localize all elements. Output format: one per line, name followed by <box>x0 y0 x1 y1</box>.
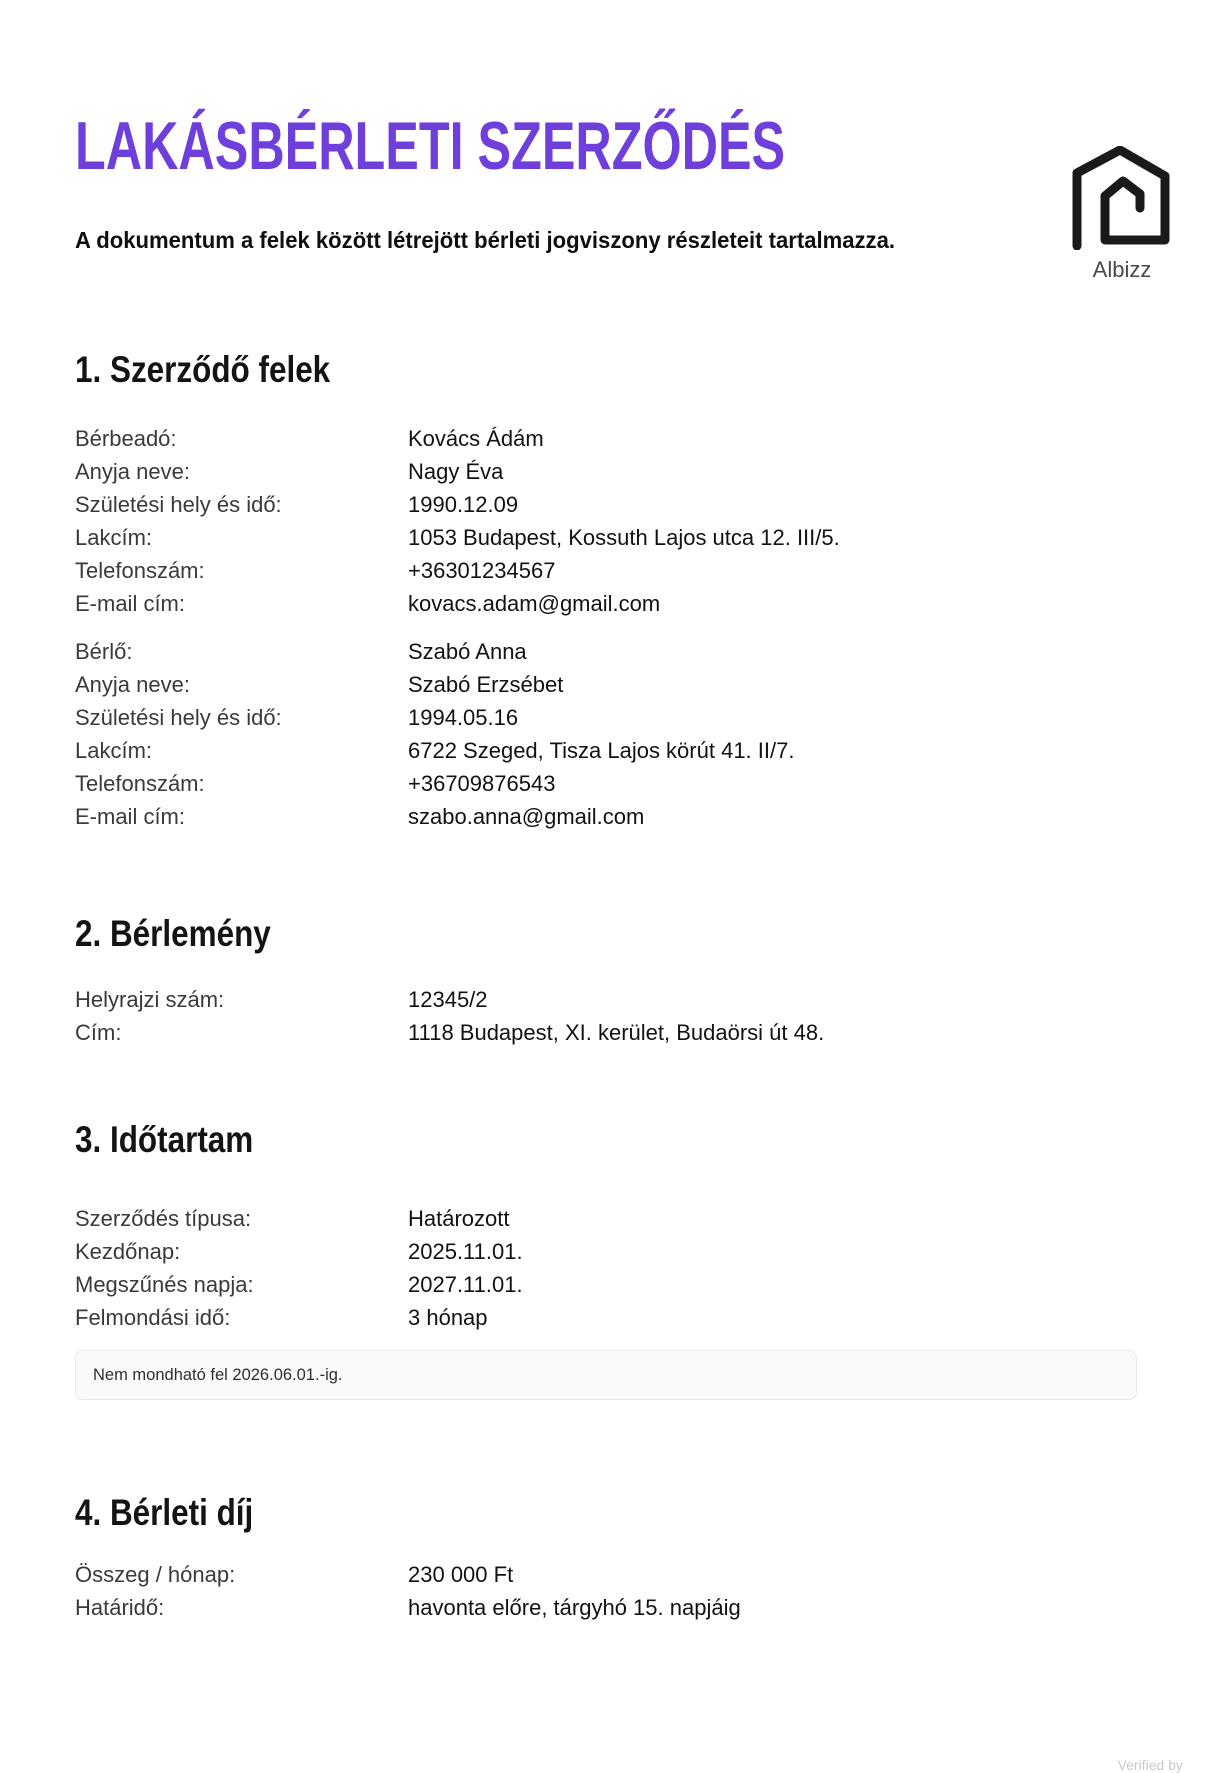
field-row <box>75 800 1137 833</box>
field-row <box>75 983 1137 1016</box>
field-value: 1994.05.16 <box>408 705 519 730</box>
section-heading: 4. Bérleti díj <box>75 1492 254 1533</box>
section-heading: 3. Időtartam <box>75 1119 254 1160</box>
field-value: 230 000 Ft <box>408 1562 514 1587</box>
contract-section <box>75 913 1137 1049</box>
field-label: Kezdőnap: <box>75 1239 181 1264</box>
field-group <box>75 1558 1137 1624</box>
contract-sections <box>75 349 1137 1624</box>
field-label: Szerződés típusa: <box>75 1206 252 1231</box>
field-value: Szabó Anna <box>408 639 527 664</box>
field-label: Megszűnés napja: <box>75 1272 254 1297</box>
field-row <box>75 1235 1137 1268</box>
field-value: +36301234567 <box>408 558 556 583</box>
field-group <box>75 422 1137 620</box>
field-label: Lakcím: <box>75 738 153 763</box>
field-value: +36709876543 <box>408 771 556 796</box>
contract-section <box>75 1492 1137 1624</box>
field-group <box>75 1202 1137 1334</box>
field-group <box>75 635 1137 833</box>
field-group <box>75 983 1137 1049</box>
field-value: 3 hónap <box>408 1305 488 1330</box>
field-label: Telefonszám: <box>75 771 205 796</box>
field-value: Szabó Erzsébet <box>408 672 564 697</box>
field-value: kovacs.adam@gmail.com <box>408 591 661 616</box>
page-title: LAKÁSBÉRLETI SZERZŐDÉS <box>75 108 786 184</box>
note-text: Nem mondható fel 2026.06.01.-ig. <box>93 1366 343 1384</box>
field-row <box>75 488 1137 521</box>
field-label: Cím: <box>75 1020 122 1045</box>
field-label: Összeg / hónap: <box>75 1562 236 1587</box>
field-value: 2027.11.01. <box>408 1272 523 1297</box>
field-label: Születési hely és idő: <box>75 492 282 517</box>
field-row <box>75 455 1137 488</box>
field-label: Anyja neve: <box>75 672 190 697</box>
brand-name: Albizz <box>1092 257 1152 282</box>
section-field-groups <box>75 1202 1137 1334</box>
field-row <box>75 668 1137 701</box>
section-field-groups <box>75 422 1137 833</box>
field-row <box>75 1268 1137 1301</box>
field-label: Bérbeadó: <box>75 426 177 451</box>
field-label: Bérlő: <box>75 639 133 664</box>
field-value: szabo.anna@gmail.com <box>408 804 645 829</box>
contract-section <box>75 1119 1137 1400</box>
field-row <box>75 554 1137 587</box>
field-value: havonta előre, tárgyhó 15. napjáig <box>408 1595 741 1620</box>
field-row <box>75 635 1137 668</box>
field-row <box>75 521 1137 554</box>
document-page <box>0 108 1212 1773</box>
verified-by-watermark: Verified by <box>1117 1758 1183 1773</box>
field-value: 1990.12.09 <box>408 492 519 517</box>
page-subtitle: A dokumentum a felek között létrejött bérleti jogviszony részleteit tartalmazza. <box>75 227 896 253</box>
field-label: Felmondási idő: <box>75 1305 231 1330</box>
field-row <box>75 1301 1137 1334</box>
field-value: 1053 Budapest, Kossuth Lajos utca 12. III/5. <box>408 525 840 550</box>
field-label: E-mail cím: <box>75 591 185 616</box>
field-row <box>75 1558 1137 1591</box>
field-label: Anyja neve: <box>75 459 190 484</box>
field-label: E-mail cím: <box>75 804 185 829</box>
field-row <box>75 1591 1137 1624</box>
field-row <box>75 701 1137 734</box>
document-header <box>75 108 1152 282</box>
field-row <box>75 587 1137 620</box>
note-box <box>75 1350 1137 1400</box>
field-value: 12345/2 <box>408 987 488 1012</box>
field-value: 1118 Budapest, XI. kerület, Budaörsi út 48. <box>408 1020 825 1045</box>
section-heading: 2. Bérlemény <box>75 913 271 954</box>
field-row <box>75 1016 1137 1049</box>
field-label: Határidő: <box>75 1595 165 1620</box>
field-value: Kovács Ádám <box>408 426 544 451</box>
field-value: 2025.11.01. <box>408 1239 523 1264</box>
section-field-groups <box>75 1558 1137 1624</box>
field-value: 6722 Szeged, Tisza Lajos körút 41. II/7. <box>408 738 795 763</box>
field-label: Helyrajzi szám: <box>75 987 225 1012</box>
field-value: Határozott <box>408 1206 510 1231</box>
field-row <box>75 734 1137 767</box>
contract-section <box>75 349 1137 833</box>
field-row <box>75 767 1137 800</box>
field-label: Születési hely és idő: <box>75 705 282 730</box>
section-heading: 1. Szerződő felek <box>75 349 331 390</box>
field-value: Nagy Éva <box>408 459 504 484</box>
field-label: Lakcím: <box>75 525 153 550</box>
field-label: Telefonszám: <box>75 558 205 583</box>
brand-logo <box>1072 146 1172 281</box>
section-field-groups <box>75 983 1137 1049</box>
field-row <box>75 422 1137 455</box>
field-row <box>75 1202 1137 1235</box>
